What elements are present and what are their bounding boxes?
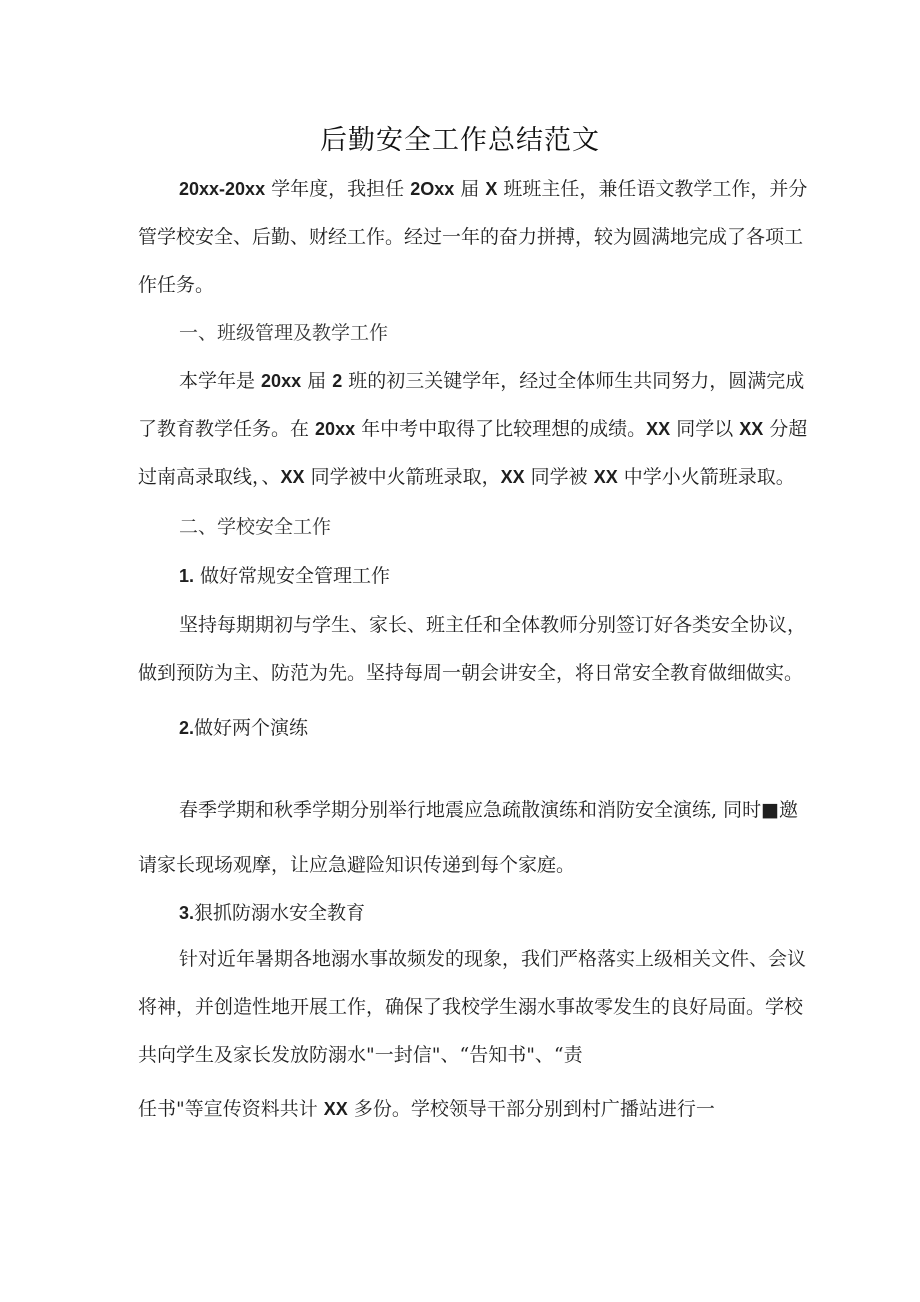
intro-line-2: 管学校安全、后勤、财经工作。经过一年的奋力拼搏，较为圆满地完成了各项工	[138, 226, 804, 248]
intro-line-3: 作任务。	[138, 274, 215, 296]
subheading-1: 1. 做好常规安全管理工作	[179, 565, 391, 587]
paragraph-3-line-3: 共向学生及家长发放防溺水"一封信"、“告知书"、“责	[138, 1044, 583, 1066]
section-heading-2: 二、学校安全工作	[179, 516, 332, 538]
paragraph-2-line-2: 请家长现场观摩，让应急避险知识传递到每个家庭。	[138, 854, 576, 876]
paragraph-3-line-1: 针对近年暑期各地溺水事故频发的现象，我们严格落实上级相关文件、会议	[179, 948, 807, 970]
page-title: 后勤安全工作总结范文	[320, 125, 600, 156]
section1-line-3: 过南高录取线，、XX 同学被中火箭班录取，XX 同学被 XX 中学小火箭班录取。	[138, 466, 795, 488]
section1-line-2: 了教育教学任务。在 20xx 年中考中取得了比较理想的成绩。XX 同学以 XX 分超	[138, 418, 808, 440]
section1-line-1: 本学年是 20xx 届 2 班的初三关键学年，经过全体师生共同努力，圆满完成	[179, 370, 805, 392]
section-heading-1: 一、班级管理及教学工作	[179, 322, 389, 344]
subheading-3: 3.狠抓防溺水安全教育	[179, 902, 366, 924]
paragraph-2-line-1: 春季学期和秋季学期分别举行地震应急疏散演练和消防安全演练, 同时■邀	[179, 799, 799, 821]
paragraph-1-line-2: 做到预防为主、防范为先。坚持每周一朝会讲安全，将日常安全教育做细做实。	[138, 662, 804, 684]
paragraph-1-line-1: 坚持每期期初与学生、家长、班主任和全体教师分别签订好各类安全协议，	[179, 614, 807, 636]
intro-line-1: 20xx-20xx 学年度，我担任 2Oxx 届 X 班班主任，兼任语文教学工作，并分	[179, 178, 808, 200]
year-range: 20xx-20xx	[179, 179, 266, 199]
paragraph-3-line-2: 将神，并创造性地开展工作，确保了我校学生溺水事故零发生的良好局面。学校	[138, 996, 804, 1018]
subheading-2: 2.做好两个演练	[179, 717, 309, 739]
paragraph-3-line-4: 任书"等宣传资料共计 XX 多份。学校领导干部分别到村广播站进行一	[138, 1098, 715, 1120]
